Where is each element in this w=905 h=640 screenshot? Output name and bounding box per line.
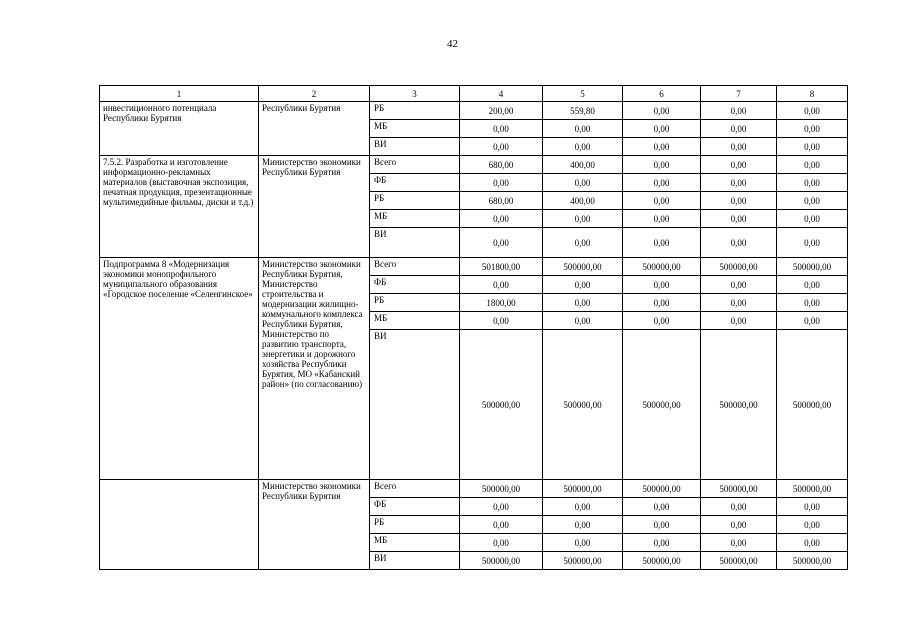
value-cell: 0,00 (460, 276, 543, 294)
funding-source-cell: ФБ (370, 276, 460, 294)
value-cell: 0,00 (701, 120, 777, 138)
value-cell: 0,00 (777, 228, 848, 258)
value-cell: 0,00 (701, 294, 777, 312)
header-row (100, 86, 848, 102)
value-cell: 500000,00 (701, 258, 777, 276)
value-cell: 500000,00 (543, 258, 623, 276)
executor-cell: Министерство экономики Республики Бурятия (259, 156, 370, 258)
value-cell: 400,00 (543, 156, 623, 174)
funding-source-cell: ВИ (370, 138, 460, 156)
column-header: 8 (777, 86, 848, 102)
value-cell: 0,00 (623, 210, 701, 228)
funding-source-cell: МБ (370, 312, 460, 330)
value-cell: 559,80 (543, 102, 623, 120)
value-cell: 0,00 (701, 276, 777, 294)
activity-name-cell (100, 480, 259, 570)
value-cell: 0,00 (543, 210, 623, 228)
value-cell: 0,00 (623, 276, 701, 294)
value-cell: 0,00 (777, 210, 848, 228)
executor-cell: Министерство экономики Республики Бурятия, Министерство строительства и модернизации жилищно-коммунального комплекса Республики Бурятия, Министерство по развитию транспорта, энергетики и дорожного хозяйства Республики Бурятия, МО «Кабанский район» (по согласованию) (259, 258, 370, 480)
value-cell: 0,00 (623, 228, 701, 258)
funding-source-cell: ФБ (370, 498, 460, 516)
activity-name-cell: 7.5.2. Разработка и изготовление информационно-рекламных материалов (выставочная экспозиция, печатная продукция, презентационные мультимедийные фильмы, диски и т.д.) (100, 156, 259, 258)
column-header: 4 (460, 86, 543, 102)
funding-source-cell: Всего (370, 258, 460, 276)
value-cell: 500000,00 (460, 330, 543, 480)
value-cell: 0,00 (543, 228, 623, 258)
value-cell: 0,00 (460, 174, 543, 192)
value-cell: 0,00 (623, 294, 701, 312)
value-cell: 0,00 (701, 312, 777, 330)
value-cell: 500000,00 (623, 330, 701, 480)
value-cell: 0,00 (460, 138, 543, 156)
value-cell: 0,00 (777, 174, 848, 192)
value-cell: 400,00 (543, 192, 623, 210)
table-row (100, 102, 848, 120)
funding-source-cell: ВИ (370, 552, 460, 570)
funding-source-cell: Всего (370, 480, 460, 498)
value-cell: 0,00 (777, 534, 848, 552)
value-cell: 500000,00 (777, 330, 848, 480)
value-cell: 500000,00 (623, 258, 701, 276)
funding-source-cell: РБ (370, 102, 460, 120)
value-cell: 0,00 (777, 156, 848, 174)
value-cell: 0,00 (543, 138, 623, 156)
value-cell: 0,00 (543, 294, 623, 312)
table-row (100, 258, 848, 276)
value-cell: 0,00 (460, 498, 543, 516)
value-cell: 0,00 (777, 312, 848, 330)
page-number: 42 (447, 38, 458, 50)
value-cell: 1800,00 (460, 294, 543, 312)
value-cell: 0,00 (623, 192, 701, 210)
value-cell: 0,00 (701, 174, 777, 192)
column-header: 6 (623, 86, 701, 102)
value-cell: 0,00 (623, 156, 701, 174)
funding-source-cell: МБ (370, 534, 460, 552)
value-cell: 500000,00 (623, 480, 701, 498)
funding-source-cell: ВИ (370, 330, 460, 480)
value-cell: 0,00 (543, 534, 623, 552)
value-cell: 680,00 (460, 156, 543, 174)
value-cell: 0,00 (543, 276, 623, 294)
value-cell: 0,00 (543, 120, 623, 138)
column-header: 7 (701, 86, 777, 102)
value-cell: 0,00 (777, 102, 848, 120)
value-cell: 500000,00 (623, 552, 701, 570)
value-cell: 500000,00 (543, 480, 623, 498)
activity-name-cell: Подпрограмма 8 «Модернизация экономики монопрофильного муниципального образования «Городское поселение «Селенгинское» (100, 258, 259, 480)
value-cell: 0,00 (623, 516, 701, 534)
value-cell: 500000,00 (460, 552, 543, 570)
value-cell: 0,00 (460, 516, 543, 534)
value-cell: 0,00 (543, 174, 623, 192)
value-cell: 0,00 (543, 312, 623, 330)
value-cell: 0,00 (701, 498, 777, 516)
value-cell: 0,00 (701, 102, 777, 120)
executor-cell: Республики Бурятия (259, 102, 370, 156)
value-cell: 0,00 (623, 174, 701, 192)
value-cell: 0,00 (623, 498, 701, 516)
value-cell: 0,00 (623, 312, 701, 330)
value-cell: 0,00 (701, 534, 777, 552)
value-cell: 0,00 (777, 498, 848, 516)
value-cell: 680,00 (460, 192, 543, 210)
value-cell: 0,00 (777, 120, 848, 138)
value-cell: 0,00 (701, 156, 777, 174)
value-cell: 500000,00 (777, 258, 848, 276)
value-cell: 0,00 (701, 516, 777, 534)
value-cell: 500000,00 (777, 480, 848, 498)
value-cell: 0,00 (777, 138, 848, 156)
funding-source-cell: Всего (370, 156, 460, 174)
funding-source-cell: РБ (370, 294, 460, 312)
table-row (100, 480, 848, 498)
activity-name-cell: инвестиционного потенциала Республики Бурятия (100, 102, 259, 156)
column-header: 1 (100, 86, 259, 102)
value-cell: 0,00 (701, 210, 777, 228)
budget-table (99, 85, 848, 570)
value-cell: 500000,00 (460, 480, 543, 498)
funding-source-cell: МБ (370, 210, 460, 228)
table-row (100, 156, 848, 174)
value-cell: 0,00 (543, 498, 623, 516)
value-cell: 500000,00 (777, 552, 848, 570)
value-cell: 0,00 (777, 294, 848, 312)
executor-cell: Министерство экономики Республики Бурятия (259, 480, 370, 570)
value-cell: 500000,00 (701, 330, 777, 480)
funding-source-cell: РБ (370, 192, 460, 210)
value-cell: 0,00 (623, 120, 701, 138)
value-cell: 0,00 (701, 138, 777, 156)
value-cell: 0,00 (777, 192, 848, 210)
value-cell: 501800,00 (460, 258, 543, 276)
value-cell: 500000,00 (543, 330, 623, 480)
value-cell: 0,00 (777, 276, 848, 294)
column-header: 3 (370, 86, 460, 102)
value-cell: 0,00 (460, 312, 543, 330)
funding-source-cell: РБ (370, 516, 460, 534)
funding-source-cell: МБ (370, 120, 460, 138)
value-cell: 0,00 (777, 516, 848, 534)
value-cell: 0,00 (460, 120, 543, 138)
value-cell: 0,00 (543, 516, 623, 534)
value-cell: 0,00 (623, 534, 701, 552)
value-cell: 500000,00 (701, 480, 777, 498)
value-cell: 0,00 (460, 210, 543, 228)
column-header: 5 (543, 86, 623, 102)
funding-source-cell: ФБ (370, 174, 460, 192)
value-cell: 0,00 (623, 102, 701, 120)
value-cell: 500000,00 (701, 552, 777, 570)
funding-source-cell: ВИ (370, 228, 460, 258)
value-cell: 500000,00 (543, 552, 623, 570)
column-header: 2 (259, 86, 370, 102)
value-cell: 0,00 (701, 228, 777, 258)
value-cell: 0,00 (460, 534, 543, 552)
value-cell: 0,00 (623, 138, 701, 156)
value-cell: 0,00 (460, 228, 543, 258)
value-cell: 200,00 (460, 102, 543, 120)
value-cell: 0,00 (701, 192, 777, 210)
